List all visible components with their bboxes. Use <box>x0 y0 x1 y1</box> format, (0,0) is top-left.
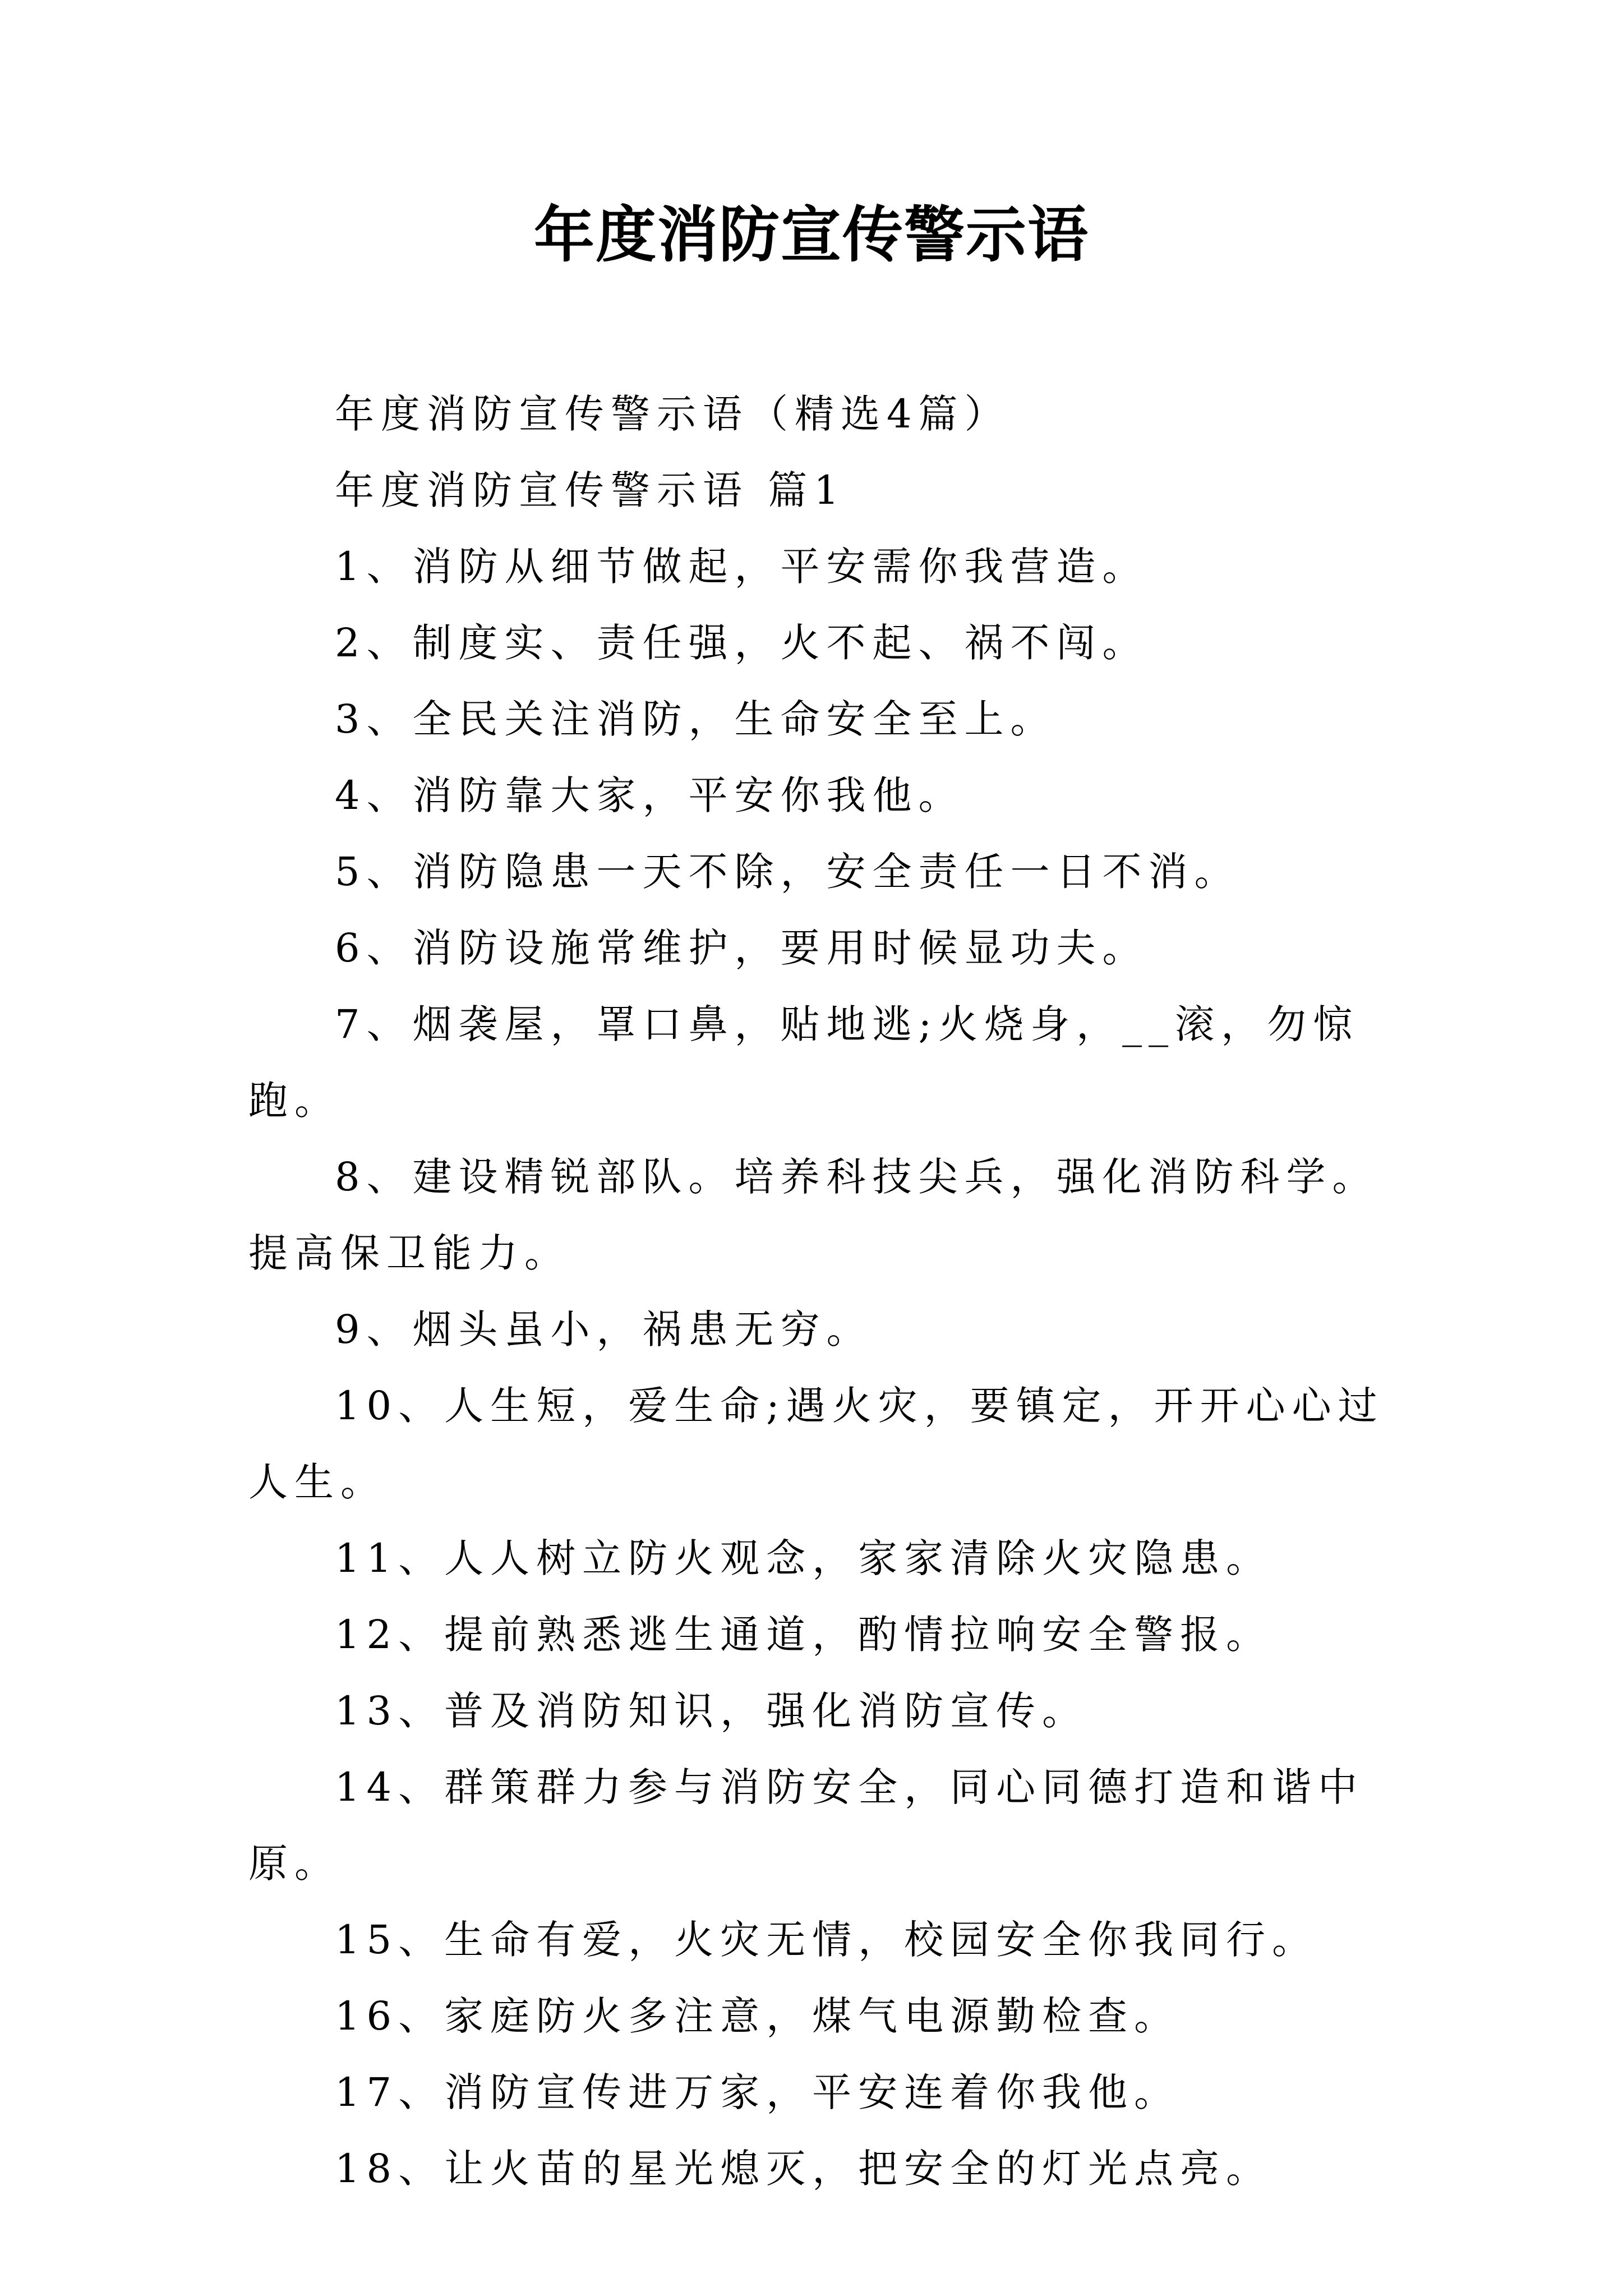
paragraph: 4、消防靠大家，平安你我他。 <box>335 772 965 818</box>
paragraph: 2、制度实、责任强，火不起、祸不闯。 <box>335 620 1149 666</box>
paragraph: 6、消防设施常维护，要用时候显功夫。 <box>335 925 1149 971</box>
paragraph: 9、烟头虽小，祸患无穷。 <box>335 1306 873 1352</box>
paragraph: 14、群策群力参与消防安全，同心同德打造和谐中原。 <box>248 1764 1364 1887</box>
paragraph: 年度消防宣传警示语（精选4篇） <box>335 391 1011 437</box>
paragraph: 8、建设精锐部队。培养科技尖兵，强化消防科学。提高保卫能力。 <box>248 1154 1378 1276</box>
paragraph: 15、生命有爱，火灾无情，校园安全你我同行。 <box>335 1917 1318 1963</box>
paragraph: 12、提前熟悉逃生通道，酌情拉响安全警报。 <box>335 1612 1272 1658</box>
paragraph: 10、人生短，爱生命;遇火灾，要镇定，开开心心过人生。 <box>248 1383 1384 1505</box>
paragraph: 1、消防从细节做起，平安需你我营造。 <box>335 544 1149 590</box>
document-body <box>248 376 1393 2207</box>
paragraph: 13、普及消防知识，强化消防宣传。 <box>335 1688 1089 1734</box>
paragraph: 18、让火苗的星光熄灭，把安全的灯光点亮。 <box>335 2146 1272 2192</box>
paragraph: 3、全民关注消防，生命安全至上。 <box>335 696 1057 742</box>
paragraph: 7、烟袭屋，罩口鼻，贴地逃;火烧身，__滚，勿惊跑。 <box>248 1001 1359 1124</box>
paragraph: 16、家庭防火多注意，煤气电源勤检查。 <box>335 1993 1181 2039</box>
paragraph: 11、人人树立防火观念，家家清除火灾隐患。 <box>335 1535 1272 1581</box>
paragraph: 年度消防宣传警示语 篇1 <box>335 467 846 513</box>
paragraph: 17、消防宣传进万家，平安连着你我他。 <box>335 2069 1181 2115</box>
paragraph: 5、消防隐患一天不除，安全责任一日不消。 <box>335 849 1241 895</box>
document-title: 年度消防宣传警示语 <box>533 200 1089 270</box>
